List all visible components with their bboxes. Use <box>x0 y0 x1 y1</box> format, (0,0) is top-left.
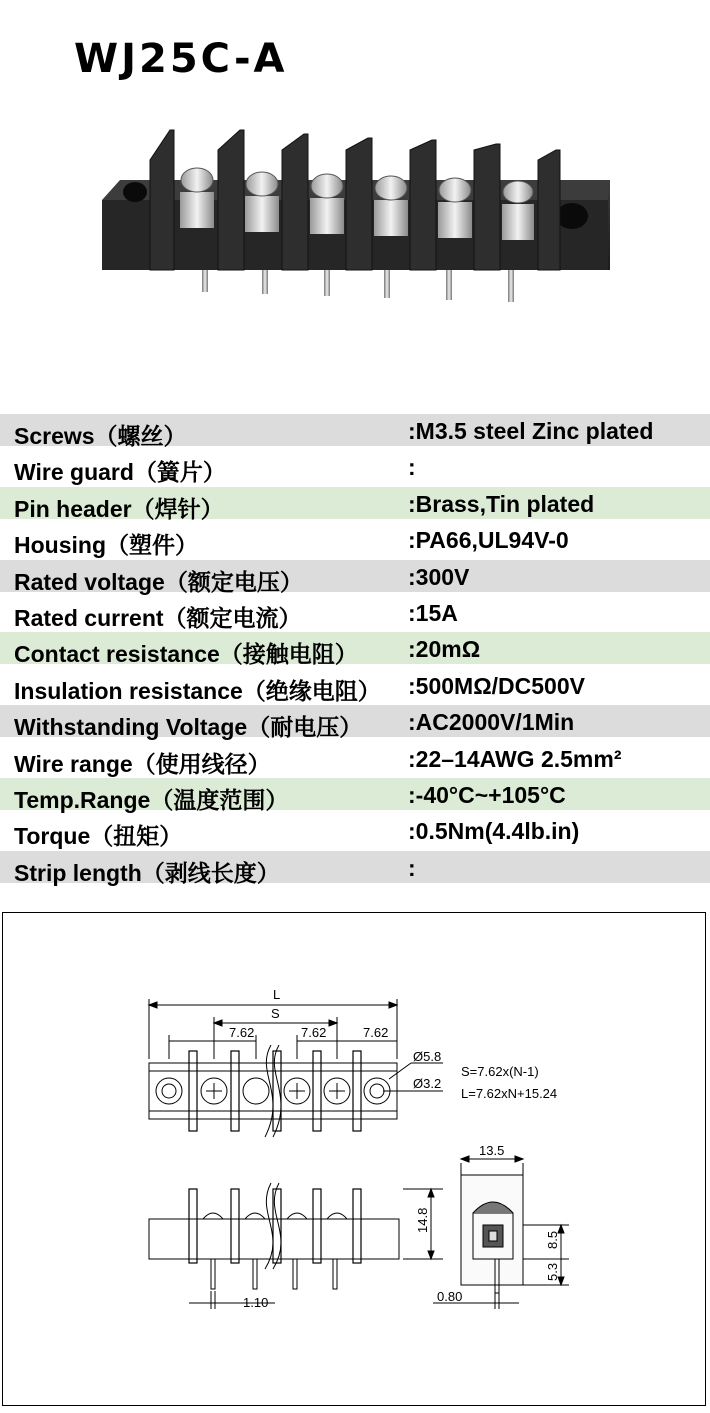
pin-width-label: 1.10 <box>243 1295 269 1310</box>
spec-label: Insulation resistance（绝缘电阻） <box>14 677 381 704</box>
spec-label: Temp.Range（温度范围） <box>14 786 289 813</box>
spec-row <box>0 414 710 449</box>
spec-row <box>0 669 710 704</box>
spec-row <box>0 523 710 559</box>
product-photo <box>90 120 620 320</box>
spec-value: : <box>408 854 416 881</box>
spec-row <box>0 560 710 595</box>
width-dim-label: 13.5 <box>479 1143 505 1158</box>
spec-row <box>0 450 710 486</box>
spec-label: Strip length（剥线长度） <box>14 859 280 886</box>
spec-label: Withstanding Voltage（耐电压） <box>14 714 363 741</box>
pin-thickness-label: 0.80 <box>437 1289 463 1304</box>
hole-diameter-small: Ø3.2 <box>413 1076 442 1091</box>
height-upper-label: 8.5 <box>545 1230 560 1249</box>
spec-label: Wire guard（簧片） <box>14 459 226 486</box>
dim-l-label: L <box>273 987 281 1002</box>
spec-table <box>0 414 710 887</box>
spec-row <box>0 742 710 777</box>
spec-label: Contact resistance（接触电阻） <box>14 641 358 668</box>
spec-value: :-40°C~+105°C <box>408 781 566 808</box>
spec-label: Torque（扭矩） <box>14 823 183 850</box>
spec-label: Wire range（使用线径） <box>14 750 271 777</box>
spec-value: :M3.5 steel Zinc plated <box>408 418 654 444</box>
spec-row <box>0 596 710 631</box>
formula-l: L=7.62xN+15.24 <box>461 1086 558 1101</box>
spec-value: :15A <box>408 599 458 626</box>
spec-label: Housing（塑件） <box>14 532 198 559</box>
formula-s: S=7.62x(N-1) <box>461 1064 539 1079</box>
spec-label: Pin header（焊针） <box>14 495 224 522</box>
height-total-label: 14.8 <box>415 1207 430 1233</box>
spec-label: Rated current（额定电流） <box>14 604 302 631</box>
spec-label: Screws（螺丝） <box>14 423 187 449</box>
spec-label: Rated voltage（额定电压） <box>14 568 303 595</box>
spec-value: :0.5Nm(4.4lb.in) <box>408 818 580 845</box>
spec-value: :22–14AWG 2.5mm² <box>408 745 622 772</box>
spec-value: :Brass,Tin plated <box>408 490 595 517</box>
spec-value: :AC2000V/1Min <box>408 709 575 736</box>
pitch-label-1: 7.62 <box>229 1025 255 1040</box>
spec-value: : <box>408 454 416 481</box>
height-lower-label: 5.3 <box>545 1262 560 1281</box>
technical-drawing <box>2 912 706 1406</box>
spec-row <box>0 851 710 886</box>
spec-row <box>0 487 710 522</box>
dim-s-label: S <box>271 1006 280 1021</box>
pitch-label-3: 7.62 <box>363 1025 389 1040</box>
spec-row <box>0 814 710 850</box>
spec-row <box>0 778 710 813</box>
spec-value: :500MΩ/DC500V <box>408 672 585 699</box>
product-title: WJ25C-A <box>74 36 288 82</box>
spec-value: :PA66,UL94V-0 <box>408 527 569 554</box>
hole-diameter-large: Ø5.8 <box>413 1049 442 1064</box>
spec-row <box>0 705 710 741</box>
pitch-label-2: 7.62 <box>301 1025 327 1040</box>
spec-value: :300V <box>408 563 470 590</box>
spec-row <box>0 632 710 668</box>
spec-value: :20mΩ <box>408 636 481 663</box>
